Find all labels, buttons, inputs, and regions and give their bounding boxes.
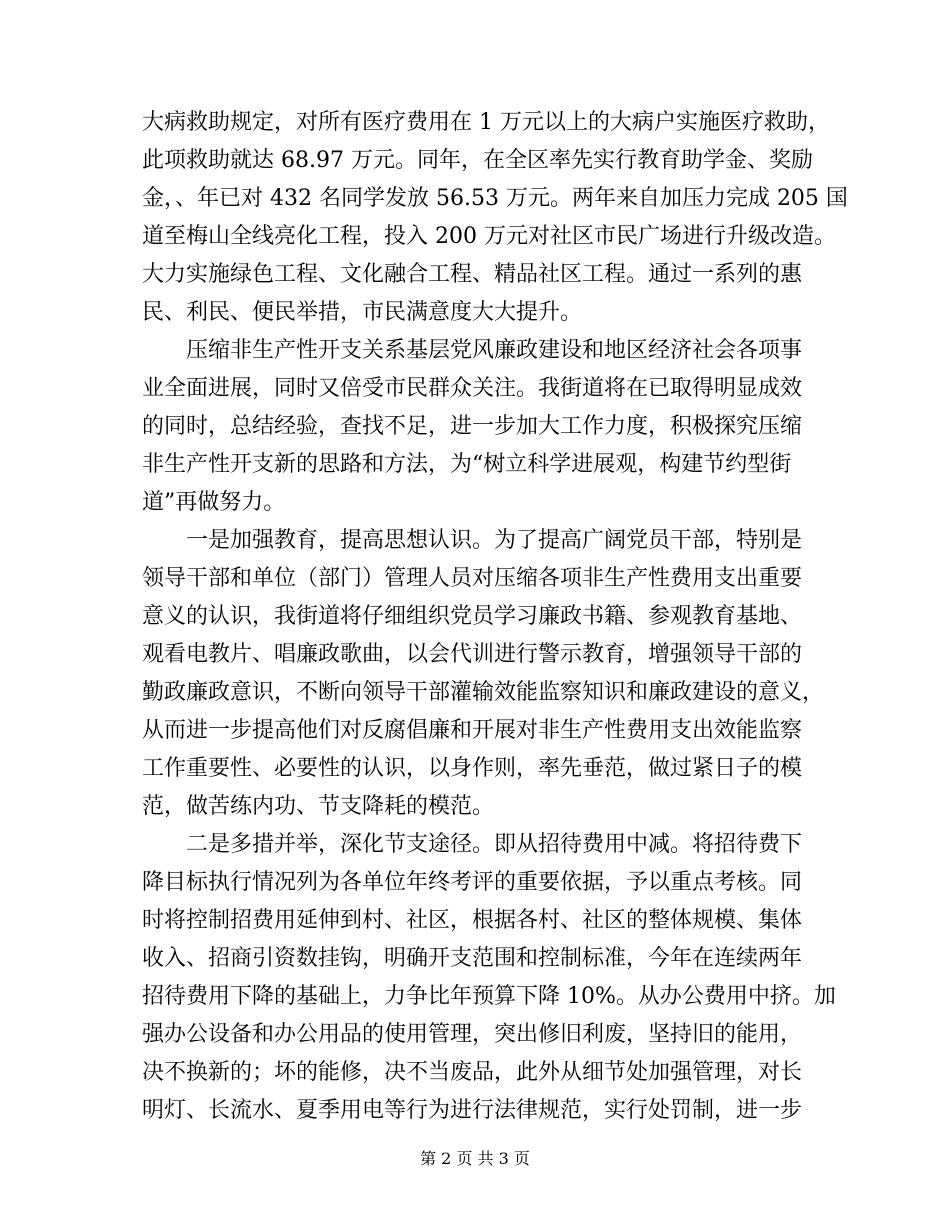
text-line: 一是加强教育，提高思想认识。为了提高广阔党员干部，特别是 (142, 528, 803, 553)
text-line: 二是多措并举，深化节支途径。即从招待费用中减。将招待费下 (142, 832, 803, 857)
text-line: 意义的认识，我街道将仔细组织党员学习廉政书籍、参观教育基地、 (142, 604, 803, 629)
text-line: 强办公设备和办公用品的使用管理，突出修旧利废，坚持旧的能用， (142, 1022, 803, 1047)
text-line: 决不换新的；坏的能修，决不当废品，此外从细节处加强管理，对长 (142, 1060, 803, 1085)
text-line: 范，做苦练内功、节支降耗的模范。 (142, 794, 495, 819)
text-line: 勤政廉政意识，不断向领导干部灌输效能监察知识和廉政建设的意义， (142, 680, 825, 705)
text-line: 明灯、长流水、夏季用电等行为进行法律规范，实行处罚制，进一步 (142, 1098, 803, 1123)
text-line: 招待费用下降的基础上，力争比年预算下降 10%。从办公费用中挤。加 (142, 984, 836, 1009)
text-line: 道至梅山全线亮化工程，投入 200 万元对社区市民广场进行升级改造。 (142, 224, 836, 249)
text-line: 大病救助规定，对所有医疗费用在 1 万元以上的大病户实施医疗救助， (142, 110, 830, 135)
text-line: 领导干部和单位（部门）管理人员对压缩各项非生产性费用支出重要 (142, 566, 803, 591)
text-line: 大力实施绿色工程、文化融合工程、精品社区工程。通过一系列的惠 (142, 262, 803, 287)
text-line: 此项救助就达 68.97 万元。同年，在全区率先实行教育助学金、奖励 (142, 148, 813, 173)
text-line: 道”再做努力。 (142, 490, 286, 515)
text-line: 压缩非生产性开支关系基层党风廉政建设和地区经济社会各项事 (142, 338, 803, 363)
text-line: 业全面进展，同时又倍受市民群众关注。我街道将在已取得明显成效 (142, 376, 803, 401)
text-line: 时将控制招费用延伸到村、社区，根据各村、社区的整体规模、集体 (142, 908, 803, 933)
text-line: 从而进一步提高他们对反腐倡廉和开展对非生产性费用支出效能监察 (142, 718, 803, 743)
text-line: 的同时，总结经验，查找不足，进一步加大工作力度，积极探究压缩 (142, 414, 803, 439)
text-line: 收入、招商引资数挂钩，明确开支范围和控制标准，今年在连续两年 (142, 946, 803, 971)
text-line: 降目标执行情况列为各单位年终考评的重要依据，予以重点考核。同 (142, 870, 803, 895)
page-number-footer: 第 2 页 共 3 页 (420, 1149, 530, 1168)
text-line: 非生产性开支新的思路和方法，为“树立科学进展观，构建节约型街 (142, 452, 792, 477)
text-line: 观看电教片、唱廉政歌曲，以会代训进行警示教育，增强领导干部的 (142, 642, 803, 667)
text-line: 工作重要性、必要性的认识，以身作则，率先垂范，做过紧日子的模 (142, 756, 803, 781)
text-line: 民、利民、便民举措，市民满意度大大提升。 (142, 300, 583, 325)
text-line: 金，、年已对 432 名同学发放 56.53 万元。两年来自加压力完成 205 国 (142, 186, 848, 211)
